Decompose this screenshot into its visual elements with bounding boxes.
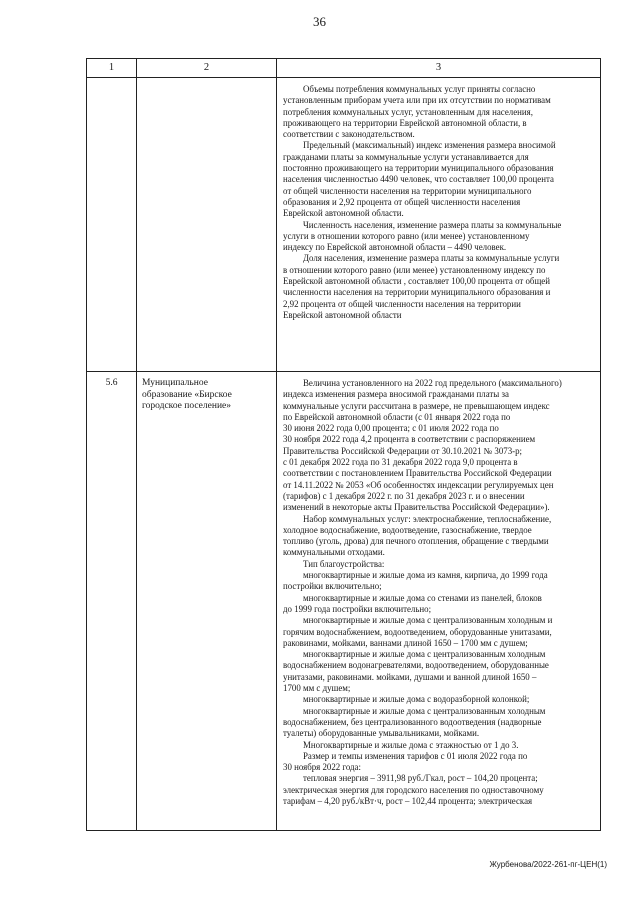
text-line: Набор коммунальных услуг: электроснабжение, теплоснабжение, xyxy=(303,513,552,524)
text-line: многоквартирные и жилые дома с централизованным холодным xyxy=(303,705,546,716)
description-text xyxy=(277,372,600,807)
municipality-name-cell xyxy=(137,372,277,831)
text-line: Величина установленного на 2022 год предельного (максимального) xyxy=(303,378,562,388)
text-line: постройки включительно; xyxy=(283,581,382,592)
text-line: индексу по Еврейской автономной области – 4490 человек. xyxy=(283,242,507,253)
text-line: многоквартирные и жилые дома с водоразборной колонкой; xyxy=(303,694,530,705)
text-line: Размер и темпы изменения тарифов с 01 июля 2022 года по xyxy=(303,750,528,761)
text-line: водоснабжением водонагревателями, водоотведением, оборудованные xyxy=(283,660,549,671)
page-number: 36 xyxy=(313,14,326,29)
header-cell-3: 3 xyxy=(277,59,601,78)
text-line: унитазами, раковинами. мойками, душами и ванной длиной 1650 – xyxy=(283,671,537,682)
text-line: тарифам – 4,20 руб./кВт·ч, рост – 102,44 процента; электрическая xyxy=(283,795,533,806)
header-cell-2: 2 xyxy=(137,59,277,78)
text-line: коммунальными отходами. xyxy=(283,547,385,558)
header-cell-1: 1 xyxy=(87,59,137,78)
description-text xyxy=(277,78,600,321)
description-cell xyxy=(277,78,601,372)
tariff-table xyxy=(86,58,601,831)
text-line: Доля населения, изменение размера платы за коммунальные услуги xyxy=(303,253,560,264)
table-row xyxy=(87,78,601,372)
text-line: водоснабжением, без централизованного водоотведения (надворные xyxy=(283,716,542,727)
description-cell xyxy=(277,372,601,831)
table-header-row xyxy=(87,59,601,78)
text-line: Численность населения, изменение размера платы за коммунальные xyxy=(303,219,562,230)
municipality-name-line: Муниципальное xyxy=(142,378,208,388)
text-line: установленным приборам учета или при их отсутствии по нормативам xyxy=(283,95,551,106)
text-line: Многоквартирные и жилые дома с этажностью от 1 до 3. xyxy=(303,739,519,750)
text-line: образования и 2,92 процента от общей численности населения xyxy=(283,196,521,207)
text-line: многоквартирные и жилые дома со стенами из панелей, блоков xyxy=(303,592,542,603)
row-number-cell xyxy=(87,78,137,372)
text-line: потребления коммунальных услуг, установленным для населения, xyxy=(283,106,533,117)
text-line: (тарифов) с 1 декабря 2022 г. по 31 декабря 2023 г. и о внесении xyxy=(283,490,525,501)
text-line: до 1999 года постройки включительно; xyxy=(283,603,432,614)
text-line: туалеты) оборудованные умывальниками, мойками. xyxy=(283,728,480,739)
text-line: проживающего на территории Еврейской автономной области, в xyxy=(283,117,527,128)
document-code: Журбенова/2022-261-пг-ЦЕН(1) xyxy=(489,860,607,869)
text-line: Еврейской автономной области xyxy=(283,309,402,320)
text-line: по Еврейской автономной области (с 01 января 2022 года по xyxy=(283,411,511,422)
text-line: многоквартирные и жилые дома из камня, кирпича, до 1999 года xyxy=(303,570,548,581)
text-line: многоквартирные и жилые дома с централизованным холодным xyxy=(303,649,546,660)
text-line: с 01 декабря 2022 года по 31 декабря 2022 года 9,0 процента в xyxy=(283,457,518,468)
text-line: Объемы потребления коммунальных услуг приняты согласно xyxy=(303,84,536,94)
row-number-cell: 5.6 xyxy=(87,372,137,831)
text-line: Правительства Российской Федерации от 30.10.2021 № 3073-р; xyxy=(283,445,523,456)
text-line: многоквартирные и жилые дома с централизованным холодным и xyxy=(303,615,553,626)
text-line: Предельный (максимальный) индекс изменения размера вносимой xyxy=(303,140,556,151)
municipality-name-line: городское поселение» xyxy=(142,401,231,411)
text-line: коммунальные услуги рассчитана в размере, не превышающем индекс xyxy=(283,400,550,411)
text-line: гражданами платы за коммунальные услуги устанавливается для xyxy=(283,151,529,162)
text-line: Тип благоустройства: xyxy=(303,558,385,569)
text-line: от 14.11.2022 № 2053 «Об особенностях индексации регулируемых цен xyxy=(283,479,554,490)
text-line: соответствии с постановлением Правительства Российской Федерации xyxy=(283,468,552,479)
text-line: 30 ноября 2022 года 4,2 процента в соответствии с распоряжением xyxy=(283,434,536,445)
text-line: холодное водоснабжение, водоотведение, газоснабжение, твердое xyxy=(283,524,532,535)
text-line: раковинами, мойками, ваннами длиной 1650 – 1700 мм с душем; xyxy=(283,637,528,648)
text-line: 2,92 процента от общей численности населения на территории xyxy=(283,298,521,309)
text-line: в отношении которого равно (или менее) установленному индексу по xyxy=(283,264,546,275)
text-line: горячим водоснабжением, водоотведением, оборудованные унитазами, xyxy=(283,626,552,637)
text-line: электрическая энергия для городского населения по одноставочному xyxy=(283,784,544,795)
text-line: 30 июня 2022 года 0,00 процента; с 01 июля 2022 года по xyxy=(283,423,499,434)
text-line: населения численностью 4490 человек, что составляет 100,00 процента xyxy=(283,174,554,185)
text-line: индекса изменения размера вносимой гражданами платы за xyxy=(283,389,509,400)
table-row xyxy=(87,372,601,831)
municipality-name-cell xyxy=(137,78,277,372)
text-line: Еврейской автономной области , составляет 100,00 процента от общей xyxy=(283,276,550,287)
text-line: 30 ноября 2022 года: xyxy=(283,762,361,773)
text-line: постоянно проживающего на территории муниципального образования xyxy=(283,163,554,174)
text-line: 1700 мм с душем; xyxy=(283,683,351,694)
text-line: топливо (уголь, дрова) для печного отопления, обращение с твердыми xyxy=(283,536,549,547)
text-line: численности населения на территории муниципального образования и xyxy=(283,287,551,298)
text-line: Еврейской автономной области. xyxy=(283,208,404,219)
text-line: соответствии с законодательством. xyxy=(283,129,415,140)
text-line: от общей численности населения на территории муниципального xyxy=(283,185,532,196)
text-line: услуги в отношении которого равно (или менее) установленному xyxy=(283,230,530,241)
municipality-name-line: образование «Бирское xyxy=(142,389,232,400)
text-line: тепловая энергия – 3911,98 руб./Гкал, рост – 104,20 процента; xyxy=(303,773,538,784)
text-line: изменений в некоторые акты Правительства Российской Федерации»). xyxy=(283,502,550,513)
